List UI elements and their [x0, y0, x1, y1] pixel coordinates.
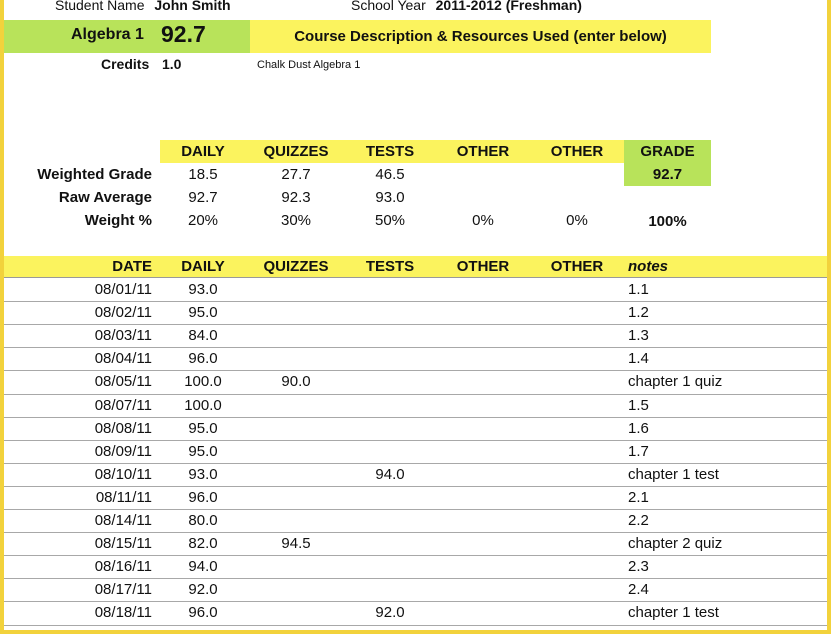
log-cell-notes[interactable]: chapter 1 test — [628, 604, 719, 622]
log-cell-daily[interactable]: 96.0 — [188, 488, 218, 506]
row-divider — [4, 555, 827, 556]
course-grade-cell — [4, 20, 250, 53]
final-grade: 92.7 — [652, 166, 683, 183]
weight-cell[interactable]: 50% — [374, 212, 406, 229]
row-divider — [4, 625, 827, 626]
row-divider — [4, 394, 827, 395]
log-cell-date[interactable]: 08/08/11 — [94, 419, 152, 437]
row-divider — [4, 301, 827, 302]
weight-cell[interactable]: 0% — [472, 212, 494, 229]
student-name-row — [55, 0, 231, 13]
log-cell-notes[interactable]: 1.5 — [628, 396, 649, 414]
log-cell-daily[interactable]: 84.0 — [188, 327, 218, 345]
row-divider — [4, 509, 827, 510]
course-description-heading: Course Description & Resources Used (enter below) — [250, 20, 711, 53]
summary-cell: 18.5 — [188, 166, 218, 183]
log-col-daily: DAILY — [181, 258, 225, 275]
student-name-label: Student Name — [55, 0, 145, 13]
course-grade: 92.7 — [161, 21, 206, 47]
summary-col-tests: TESTS — [365, 143, 415, 160]
log-cell-date[interactable]: 08/02/11 — [94, 304, 152, 322]
log-cell-notes[interactable]: 1.3 — [628, 327, 649, 345]
row-divider — [4, 417, 827, 418]
log-cell-notes[interactable]: 1.1 — [628, 281, 649, 298]
log-cell-date[interactable]: 08/01/11 — [94, 281, 152, 298]
log-col-notes: notes — [628, 258, 669, 275]
row-divider — [4, 601, 827, 602]
summary-row-label: Weight % — [84, 212, 152, 229]
summary-col-other-2: OTHER — [550, 143, 604, 160]
course-name[interactable]: Algebra 1 — [71, 26, 144, 43]
log-cell-daily[interactable]: 95.0 — [188, 419, 218, 437]
log-cell-date[interactable]: 08/07/11 — [94, 396, 152, 414]
school-year-value[interactable]: 2011-2012 (Freshman) — [435, 0, 582, 13]
log-cell-daily[interactable]: 92.0 — [188, 581, 218, 599]
log-cell-notes[interactable]: 2.1 — [628, 488, 649, 506]
log-cell-daily[interactable]: 96.0 — [188, 350, 218, 368]
row-divider — [4, 532, 827, 533]
log-col-other-1: OTHER — [456, 258, 510, 275]
credits-value[interactable]: 1.0 — [162, 56, 182, 72]
log-cell-date[interactable]: 08/15/11 — [94, 535, 152, 553]
school-year-label: School Year — [351, 0, 426, 13]
log-cell-date[interactable]: 08/14/11 — [94, 512, 152, 529]
log-cell-quiz[interactable]: 94.5 — [281, 535, 311, 553]
log-cell-date[interactable]: 08/05/11 — [94, 373, 152, 391]
log-cell-daily[interactable]: 95.0 — [188, 442, 218, 460]
row-divider — [4, 578, 827, 579]
log-cell-daily[interactable]: 93.0 — [188, 281, 218, 298]
log-cell-test[interactable]: 92.0 — [375, 604, 405, 622]
summary-col-grade: GRADE — [640, 143, 695, 160]
log-cell-notes[interactable]: 1.7 — [628, 442, 649, 460]
summary-cell: 27.7 — [281, 166, 311, 183]
log-cell-test[interactable]: 94.0 — [375, 465, 405, 483]
log-cell-daily[interactable]: 100.0 — [184, 373, 222, 391]
weight-total: 100% — [648, 213, 687, 230]
school-year-row — [351, 0, 582, 13]
log-cell-notes[interactable]: 1.2 — [628, 304, 649, 322]
log-cell-notes[interactable]: chapter 1 quiz — [628, 373, 723, 391]
row-divider — [4, 440, 827, 441]
log-cell-notes[interactable]: 2.4 — [628, 581, 649, 599]
row-divider — [4, 486, 827, 487]
log-cell-daily[interactable]: 94.0 — [188, 558, 218, 576]
weight-cell[interactable]: 30% — [280, 212, 312, 229]
log-cell-daily[interactable]: 96.0 — [188, 604, 218, 622]
row-divider — [4, 463, 827, 464]
log-cell-notes[interactable]: chapter 2 quiz — [628, 535, 723, 553]
log-cell-daily[interactable]: 100.0 — [184, 396, 222, 414]
summary-cell: 93.0 — [375, 189, 405, 206]
log-cell-date[interactable]: 08/11/11 — [95, 488, 152, 506]
log-cell-daily[interactable]: 93.0 — [188, 465, 218, 483]
log-cell-daily[interactable]: 95.0 — [188, 304, 218, 322]
log-cell-daily[interactable]: 80.0 — [188, 512, 218, 529]
log-cell-date[interactable]: 08/16/11 — [94, 558, 152, 576]
log-cell-date[interactable]: 08/09/11 — [94, 442, 152, 460]
log-col-other-2: OTHER — [550, 258, 604, 275]
row-divider — [4, 347, 827, 348]
log-cell-notes[interactable]: 2.2 — [628, 512, 649, 529]
weight-cell[interactable]: 20% — [187, 212, 219, 229]
log-col-tests: TESTS — [365, 258, 415, 275]
log-col-date: DATE — [112, 258, 152, 275]
summary-cell: 92.3 — [281, 189, 311, 206]
summary-row-label: Weighted Grade — [37, 166, 152, 183]
log-cell-date[interactable]: 08/18/11 — [94, 604, 152, 622]
credits-label: Credits — [101, 56, 150, 72]
student-name-value[interactable]: John Smith — [154, 0, 231, 13]
summary-col-other-1: OTHER — [456, 143, 510, 160]
summary-row-label: Raw Average — [58, 189, 152, 206]
log-cell-daily[interactable]: 82.0 — [188, 535, 218, 553]
log-cell-date[interactable]: 08/03/11 — [94, 327, 152, 345]
log-col-quizzes: QUIZZES — [263, 258, 329, 275]
log-cell-notes[interactable]: 2.3 — [628, 558, 649, 576]
summary-cell: 46.5 — [375, 166, 405, 183]
summary-cell: 92.7 — [188, 189, 218, 206]
summary-col-daily: DAILY — [181, 143, 225, 160]
summary-col-quizzes: QUIZZES — [263, 143, 329, 160]
resource-text[interactable]: Chalk Dust Algebra 1 — [257, 59, 361, 71]
log-cell-notes[interactable]: 1.4 — [628, 350, 649, 368]
weight-cell[interactable]: 0% — [566, 212, 588, 229]
log-cell-notes[interactable]: chapter 1 test — [628, 465, 719, 483]
log-cell-date[interactable]: 08/10/11 — [94, 465, 152, 483]
log-cell-notes[interactable]: 1.6 — [628, 419, 649, 437]
log-cell-quiz[interactable]: 90.0 — [281, 373, 311, 391]
row-divider — [4, 370, 827, 371]
log-cell-date[interactable]: 08/17/11 — [94, 581, 152, 599]
log-cell-date[interactable]: 08/04/11 — [94, 350, 152, 368]
row-divider — [4, 324, 827, 325]
